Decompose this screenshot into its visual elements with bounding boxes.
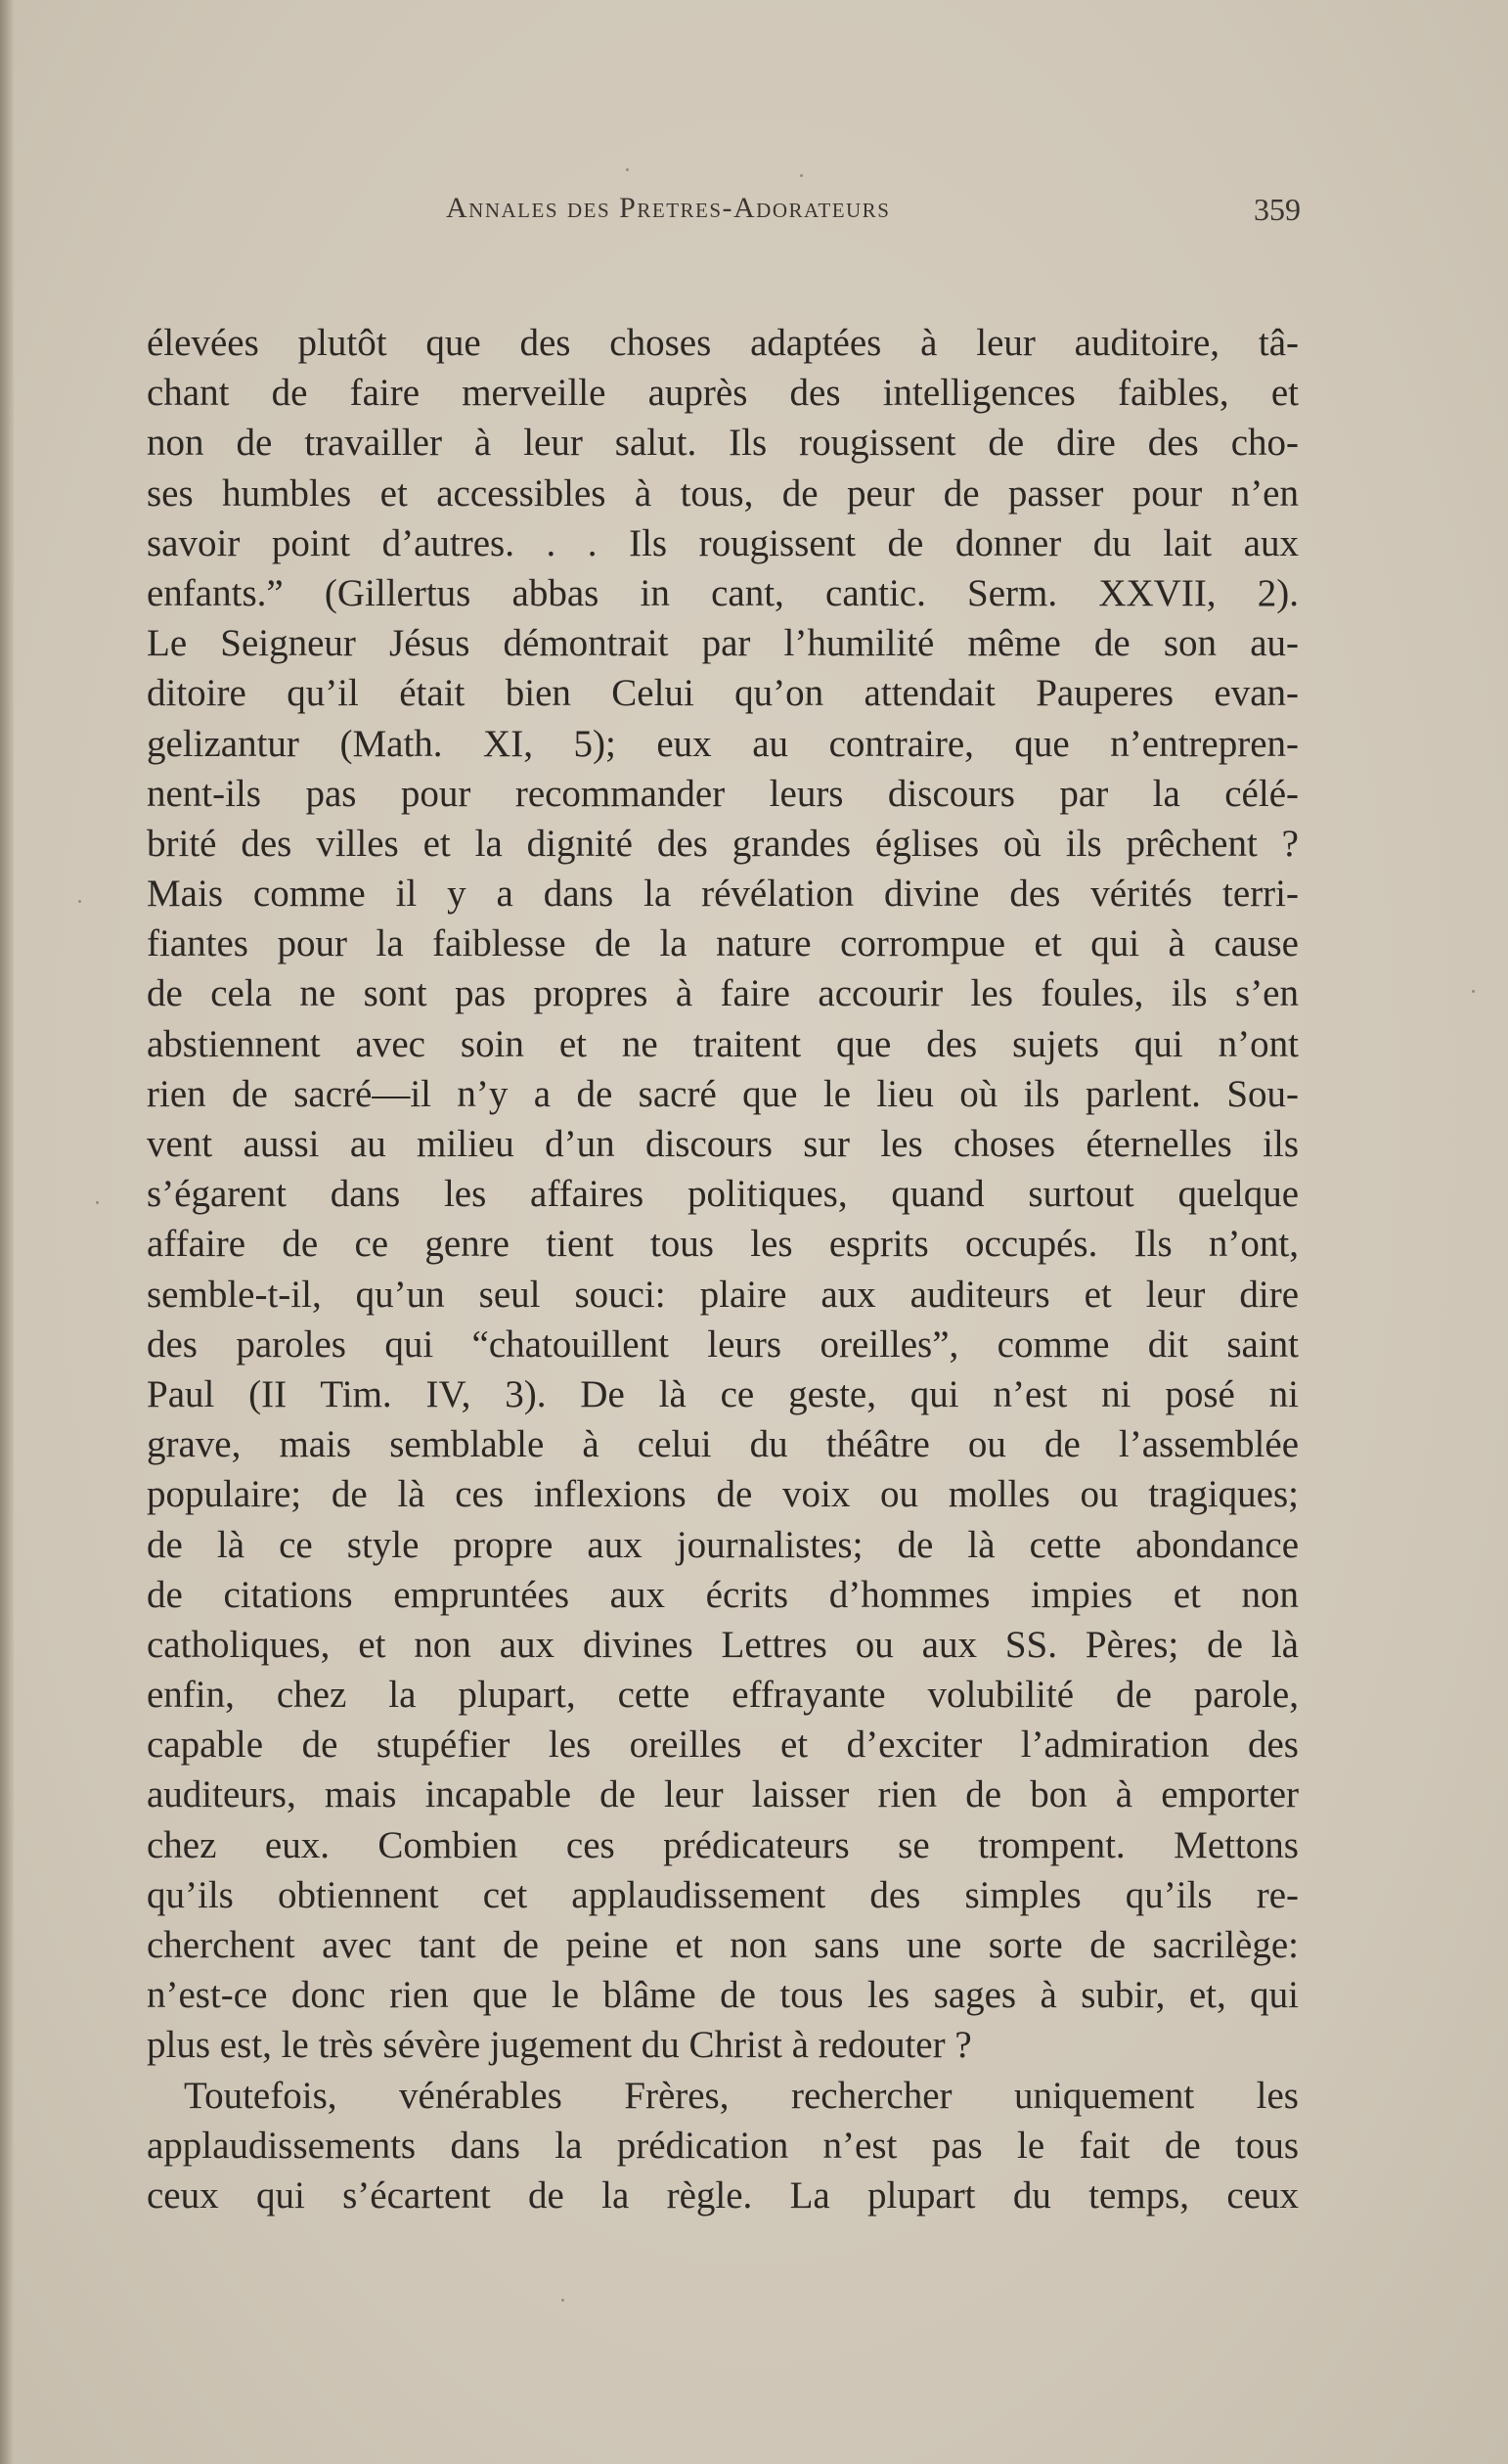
text-line: plus est, le très sévère jugement du Christ à redouter ? bbox=[147, 2024, 972, 2067]
text-line: enfin, chez la plupart, cette effrayante volubilité de parole, bbox=[147, 1674, 1299, 1717]
text-line: capable de stupéfier les oreilles et d’exciter l’admiration des bbox=[147, 1724, 1299, 1767]
text-line: ceux qui s’écartent de la règle. La plupart du temps, ceux bbox=[147, 2173, 1299, 2217]
text-line: Toutefois, vénérables Frères, rechercher uniquement les bbox=[184, 2074, 1299, 2117]
text-line: chant de faire merveille auprès des intelligences faibles, et bbox=[147, 372, 1299, 415]
text-line: savoir point d’autres. . . Ils rougissent de donner du lait aux bbox=[147, 521, 1299, 564]
running-head-title: Annales des Pretres-Adorateurs bbox=[446, 192, 891, 224]
text-line: affaire de ce genre tient tous les esprits occupés. Ils n’ont, bbox=[147, 1223, 1299, 1266]
text-line: de là ce style propre aux journalistes; de là cette abondance bbox=[147, 1523, 1299, 1566]
paper-speck bbox=[626, 168, 629, 171]
page-number: 359 bbox=[1254, 192, 1301, 227]
text-line: nent-ils pas pour recommander leurs discours par la célé- bbox=[147, 772, 1299, 815]
text-line: abstiennent avec soin et ne traitent que des sujets qui n’ont bbox=[147, 1022, 1299, 1065]
text-line: semble-t-il, qu’un seul souci: plaire aux auditeurs et leur dire bbox=[147, 1273, 1299, 1316]
text-line: auditeurs, mais incapable de leur laisser rien de bon à emporter bbox=[147, 1773, 1299, 1816]
text-line: vent aussi au milieu d’un discours sur les choses éternelles ils bbox=[147, 1123, 1299, 1165]
paper-speck bbox=[1472, 990, 1475, 993]
text-line: rien de sacré—il n’y a de sacré que le lieu où ils parlent. Sou- bbox=[147, 1072, 1299, 1115]
text-line: applaudissements dans la prédication n’est pas le fait de tous bbox=[147, 2124, 1299, 2167]
text-line: n’est-ce donc rien que le blâme de tous les sages à subir, et, qui bbox=[147, 1974, 1299, 2017]
text-line: qu’ils obtiennent cet applaudissement des simples qu’ils re- bbox=[147, 1873, 1299, 1916]
paper-speck bbox=[800, 174, 803, 177]
text-line: fiantes pour la faiblesse de la nature corrompue et qui à cause bbox=[147, 922, 1299, 965]
text-line: de cela ne sont pas propres à faire accourir les foules, ils s’en bbox=[147, 972, 1299, 1015]
text-line: des paroles qui “chatouillent leurs oreilles”, comme dit saint bbox=[147, 1322, 1299, 1366]
running-head bbox=[147, 192, 1301, 231]
text-line: catholiques, et non aux divines Lettres ou aux SS. Pères; de là bbox=[147, 1623, 1299, 1666]
paper-speck bbox=[78, 900, 81, 903]
text-line: non de travailler à leur salut. Ils rougissent de dire des cho- bbox=[147, 422, 1299, 465]
text-line: grave, mais semblable à celui du théâtre ou de l’assemblée bbox=[147, 1423, 1299, 1466]
page-binding-edge bbox=[0, 0, 14, 2464]
text-line: ditoire qu’il était bien Celui qu’on attendait Pauperes evan- bbox=[147, 672, 1299, 715]
text-line: s’égarent dans les affaires politiques, quand surtout quelque bbox=[147, 1173, 1299, 1216]
text-line: Mais comme il y a dans la révélation divine des vérités terri- bbox=[147, 873, 1299, 916]
text-line: brité des villes et la dignité des grandes églises où ils prêchent ? bbox=[147, 822, 1299, 865]
text-line: ses humbles et accessibles à tous, de peur de passer pour n’en bbox=[147, 471, 1299, 515]
text-line: cherchent avec tant de peine et non sans une sorte de sacrilège: bbox=[147, 1924, 1299, 1966]
text-line: populaire; de là ces inflexions de voix ou molles ou tragiques; bbox=[147, 1473, 1299, 1516]
text-line: Paul (II Tim. IV, 3). De là ce geste, qui n’est ni posé ni bbox=[147, 1372, 1299, 1415]
text-line: gelizantur (Math. XI, 5); eux au contraire, que n’entrepren- bbox=[147, 722, 1299, 765]
text-line: Le Seigneur Jésus démontrait par l’humilité même de son au- bbox=[147, 622, 1299, 665]
text-line: élevées plutôt que des choses adaptées à leur auditoire, tâ- bbox=[147, 322, 1299, 364]
text-line: de citations empruntées aux écrits d’hommes impies et non bbox=[147, 1573, 1299, 1616]
text-line: chez eux. Combien ces prédicateurs se trompent. Mettons bbox=[147, 1823, 1299, 1866]
paper-speck bbox=[96, 1201, 99, 1204]
paper-speck bbox=[561, 2299, 564, 2302]
body-text bbox=[147, 318, 1299, 2220]
text-line: enfants.” (Gillertus abbas in cant, cantic. Serm. XXVII, 2). bbox=[147, 571, 1299, 614]
